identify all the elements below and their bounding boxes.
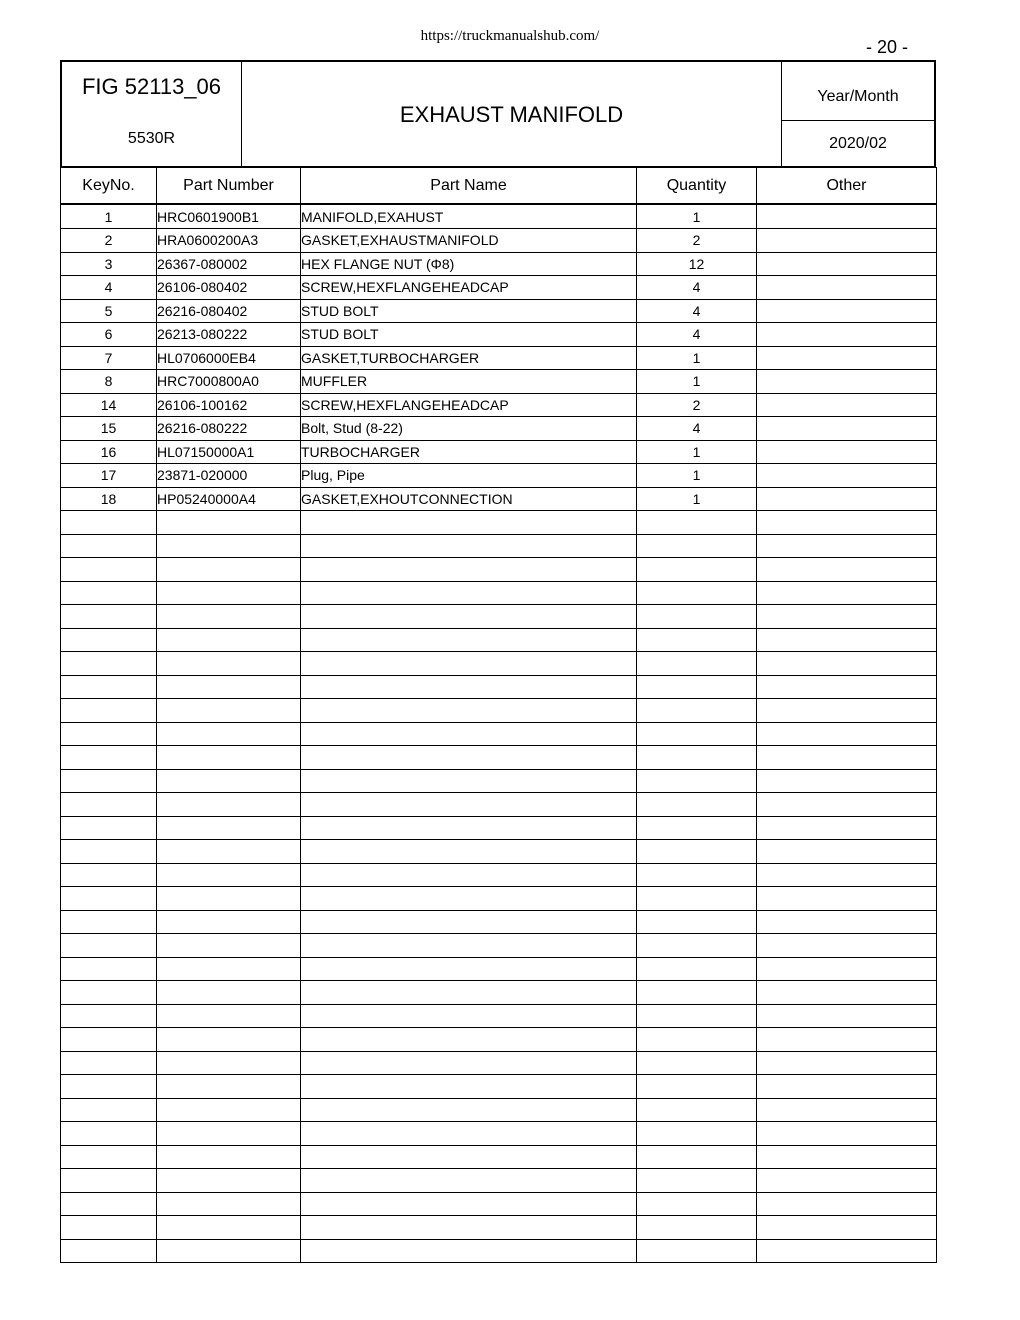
part-name-cell xyxy=(301,1075,637,1099)
part-name-cell xyxy=(301,981,637,1005)
part-number-cell: 23871-020000 xyxy=(157,464,301,488)
part-name-cell xyxy=(301,699,637,723)
other-cell xyxy=(757,252,937,276)
year-month-label: Year/Month xyxy=(782,62,934,121)
part-number-cell: HRC0601900B1 xyxy=(157,204,301,229)
key-cell xyxy=(61,746,157,770)
empty-table-row xyxy=(61,1075,937,1099)
key-cell: 8 xyxy=(61,370,157,394)
quantity-cell xyxy=(637,816,757,840)
table-row xyxy=(61,346,937,370)
part-number-cell xyxy=(157,1122,301,1146)
part-number-cell xyxy=(157,558,301,582)
part-number-cell xyxy=(157,1004,301,1028)
part-name-cell: MUFFLER xyxy=(301,370,637,394)
part-number-cell xyxy=(157,1028,301,1052)
table-row xyxy=(61,370,937,394)
part-number-cell xyxy=(157,1239,301,1263)
key-cell xyxy=(61,1098,157,1122)
figure-number: FIG 52113_06 xyxy=(81,74,222,99)
empty-table-row xyxy=(61,1098,937,1122)
part-number-cell xyxy=(157,863,301,887)
quantity-cell xyxy=(637,793,757,817)
key-cell: 1 xyxy=(61,204,157,229)
other-cell xyxy=(757,934,937,958)
empty-table-row xyxy=(61,1122,937,1146)
empty-table-row xyxy=(61,769,937,793)
quantity-cell xyxy=(637,581,757,605)
other-cell xyxy=(757,1075,937,1099)
other-cell xyxy=(757,793,937,817)
part-number-cell xyxy=(157,722,301,746)
key-cell xyxy=(61,511,157,535)
part-name-cell xyxy=(301,840,637,864)
key-cell: 7 xyxy=(61,346,157,370)
quantity-cell: 1 xyxy=(637,204,757,229)
part-name-cell: SCREW,HEXFLANGEHEADCAP xyxy=(301,393,637,417)
key-cell: 16 xyxy=(61,440,157,464)
table-row xyxy=(61,323,937,347)
part-name-cell xyxy=(301,769,637,793)
part-name-cell: Plug, Pipe xyxy=(301,464,637,488)
part-number-cell: HRA0600200A3 xyxy=(157,229,301,253)
other-cell xyxy=(757,464,937,488)
part-number-cell xyxy=(157,934,301,958)
quantity-cell xyxy=(637,910,757,934)
model-number: 5530R xyxy=(127,130,176,147)
key-cell xyxy=(61,769,157,793)
figure-header xyxy=(60,60,936,168)
other-cell xyxy=(757,1169,937,1193)
key-cell xyxy=(61,957,157,981)
part-number-cell: HP05240000A4 xyxy=(157,487,301,511)
empty-table-row xyxy=(61,605,937,629)
other-cell xyxy=(757,863,937,887)
part-number-cell xyxy=(157,699,301,723)
key-cell: 2 xyxy=(61,229,157,253)
table-row xyxy=(61,299,937,323)
empty-table-row xyxy=(61,1004,937,1028)
quantity-cell xyxy=(637,1028,757,1052)
part-number-cell xyxy=(157,628,301,652)
part-name-cell xyxy=(301,746,637,770)
key-cell: 5 xyxy=(61,299,157,323)
part-number-cell xyxy=(157,840,301,864)
key-cell xyxy=(61,1216,157,1240)
part-number-cell xyxy=(157,816,301,840)
other-cell xyxy=(757,1028,937,1052)
other-cell xyxy=(757,204,937,229)
part-number-cell xyxy=(157,769,301,793)
part-number-cell xyxy=(157,581,301,605)
quantity-cell xyxy=(637,957,757,981)
quantity-cell xyxy=(637,628,757,652)
other-cell xyxy=(757,487,937,511)
part-number-cell: 26216-080402 xyxy=(157,299,301,323)
quantity-cell xyxy=(637,1004,757,1028)
other-cell xyxy=(757,1145,937,1169)
empty-table-row xyxy=(61,1145,937,1169)
key-cell xyxy=(61,793,157,817)
quantity-cell xyxy=(637,1216,757,1240)
other-cell xyxy=(757,558,937,582)
quantity-cell xyxy=(637,1169,757,1193)
part-name-cell: GASKET,EXHAUSTMANIFOLD xyxy=(301,229,637,253)
empty-table-row xyxy=(61,840,937,864)
part-number-cell: HRC7000800A0 xyxy=(157,370,301,394)
other-cell xyxy=(757,1192,937,1216)
other-cell xyxy=(757,887,937,911)
other-cell xyxy=(757,1004,937,1028)
key-cell xyxy=(61,1239,157,1263)
part-name-cell xyxy=(301,957,637,981)
empty-table-row xyxy=(61,628,937,652)
column-header-other: Other xyxy=(757,168,937,205)
column-header-part-number: Part Number xyxy=(157,168,301,205)
part-name-cell: MANIFOLD,EXAHUST xyxy=(301,204,637,229)
key-cell xyxy=(61,934,157,958)
table-row xyxy=(61,487,937,511)
other-cell xyxy=(757,652,937,676)
empty-table-row xyxy=(61,910,937,934)
date-cell xyxy=(781,62,934,166)
quantity-cell xyxy=(637,1098,757,1122)
part-number-cell xyxy=(157,534,301,558)
other-cell xyxy=(757,981,937,1005)
table-header-row xyxy=(61,168,937,205)
empty-table-row xyxy=(61,934,937,958)
part-number-cell xyxy=(157,981,301,1005)
key-cell xyxy=(61,605,157,629)
table-row xyxy=(61,252,937,276)
quantity-cell xyxy=(637,675,757,699)
other-cell xyxy=(757,816,937,840)
part-number-cell xyxy=(157,1051,301,1075)
column-header-quantity: Quantity xyxy=(637,168,757,205)
table-row xyxy=(61,276,937,300)
part-name-cell xyxy=(301,1122,637,1146)
quantity-cell: 4 xyxy=(637,276,757,300)
key-cell: 6 xyxy=(61,323,157,347)
part-name-cell xyxy=(301,1169,637,1193)
figure-cell xyxy=(62,62,242,166)
quantity-cell xyxy=(637,1145,757,1169)
other-cell xyxy=(757,957,937,981)
quantity-cell xyxy=(637,652,757,676)
part-name-cell xyxy=(301,1004,637,1028)
key-cell xyxy=(61,675,157,699)
page-number: - 20 - xyxy=(866,37,909,57)
part-name-cell xyxy=(301,1051,637,1075)
quantity-cell: 1 xyxy=(637,464,757,488)
other-cell xyxy=(757,511,937,535)
part-name-cell xyxy=(301,722,637,746)
quantity-cell xyxy=(637,1239,757,1263)
other-cell xyxy=(757,299,937,323)
key-cell xyxy=(61,558,157,582)
key-cell xyxy=(61,981,157,1005)
quantity-cell: 12 xyxy=(637,252,757,276)
key-cell xyxy=(61,581,157,605)
part-name-cell: STUD BOLT xyxy=(301,299,637,323)
other-cell xyxy=(757,746,937,770)
part-number-cell xyxy=(157,1192,301,1216)
key-cell: 17 xyxy=(61,464,157,488)
other-cell xyxy=(757,323,937,347)
part-name-cell xyxy=(301,1216,637,1240)
part-number-cell: 26106-100162 xyxy=(157,393,301,417)
part-number-cell xyxy=(157,675,301,699)
part-number-cell xyxy=(157,511,301,535)
part-name-cell xyxy=(301,887,637,911)
quantity-cell xyxy=(637,1051,757,1075)
part-number-cell: HL07150000A1 xyxy=(157,440,301,464)
part-name-cell xyxy=(301,793,637,817)
key-cell xyxy=(61,628,157,652)
source-url: https://truckmanualshub.com/ xyxy=(420,28,600,44)
part-number-cell xyxy=(157,605,301,629)
empty-table-row xyxy=(61,534,937,558)
other-cell xyxy=(757,1122,937,1146)
empty-table-row xyxy=(61,1028,937,1052)
key-cell xyxy=(61,1145,157,1169)
quantity-cell: 2 xyxy=(637,229,757,253)
part-name-cell xyxy=(301,534,637,558)
key-cell xyxy=(61,699,157,723)
empty-table-row xyxy=(61,1192,937,1216)
quantity-cell xyxy=(637,863,757,887)
empty-table-row xyxy=(61,746,937,770)
quantity-cell xyxy=(637,722,757,746)
empty-table-row xyxy=(61,887,937,911)
part-number-cell xyxy=(157,957,301,981)
other-cell xyxy=(757,722,937,746)
other-cell xyxy=(757,628,937,652)
part-number-cell: 26213-080222 xyxy=(157,323,301,347)
column-header-key: KeyNo. xyxy=(61,168,157,205)
other-cell xyxy=(757,1239,937,1263)
key-cell: 4 xyxy=(61,276,157,300)
part-name-cell: Bolt, Stud (8-22) xyxy=(301,417,637,441)
key-cell xyxy=(61,1028,157,1052)
quantity-cell: 4 xyxy=(637,417,757,441)
part-number-cell: 26367-080002 xyxy=(157,252,301,276)
key-cell xyxy=(61,1122,157,1146)
key-cell xyxy=(61,863,157,887)
other-cell xyxy=(757,675,937,699)
other-cell xyxy=(757,229,937,253)
quantity-cell xyxy=(637,699,757,723)
quantity-cell xyxy=(637,1122,757,1146)
empty-table-row xyxy=(61,675,937,699)
part-name-cell xyxy=(301,675,637,699)
part-number-cell xyxy=(157,887,301,911)
quantity-cell xyxy=(637,840,757,864)
key-cell xyxy=(61,816,157,840)
other-cell xyxy=(757,840,937,864)
table-row xyxy=(61,440,937,464)
other-cell xyxy=(757,699,937,723)
quantity-cell xyxy=(637,558,757,582)
part-number-cell: HL0706000EB4 xyxy=(157,346,301,370)
other-cell xyxy=(757,534,937,558)
empty-table-row xyxy=(61,511,937,535)
part-number-cell: 26216-080222 xyxy=(157,417,301,441)
part-name-cell xyxy=(301,605,637,629)
quantity-cell xyxy=(637,887,757,911)
page-title: EXHAUST MANIFOLD xyxy=(399,102,624,127)
part-name-cell xyxy=(301,652,637,676)
empty-table-row xyxy=(61,722,937,746)
part-number-cell xyxy=(157,910,301,934)
part-name-cell xyxy=(301,1145,637,1169)
other-cell xyxy=(757,346,937,370)
quantity-cell: 1 xyxy=(637,440,757,464)
other-cell xyxy=(757,1051,937,1075)
empty-table-row xyxy=(61,699,937,723)
part-name-cell xyxy=(301,628,637,652)
quantity-cell xyxy=(637,746,757,770)
part-number-cell xyxy=(157,746,301,770)
quantity-cell: 1 xyxy=(637,346,757,370)
quantity-cell: 4 xyxy=(637,299,757,323)
parts-table-body xyxy=(61,204,937,1263)
part-name-cell xyxy=(301,1028,637,1052)
other-cell xyxy=(757,393,937,417)
key-cell xyxy=(61,534,157,558)
part-name-cell: STUD BOLT xyxy=(301,323,637,347)
empty-table-row xyxy=(61,558,937,582)
quantity-cell: 4 xyxy=(637,323,757,347)
part-number-cell xyxy=(157,1098,301,1122)
key-cell xyxy=(61,887,157,911)
quantity-cell xyxy=(637,934,757,958)
title-cell xyxy=(242,62,781,166)
part-number-cell xyxy=(157,1216,301,1240)
other-cell xyxy=(757,769,937,793)
other-cell xyxy=(757,581,937,605)
empty-table-row xyxy=(61,1169,937,1193)
table-row xyxy=(61,204,937,229)
key-cell xyxy=(61,1004,157,1028)
quantity-cell xyxy=(637,1192,757,1216)
part-name-cell xyxy=(301,934,637,958)
other-cell xyxy=(757,910,937,934)
column-header-part-name: Part Name xyxy=(301,168,637,205)
key-cell: 3 xyxy=(61,252,157,276)
other-cell xyxy=(757,370,937,394)
quantity-cell: 1 xyxy=(637,370,757,394)
year-month-value: 2020/02 xyxy=(829,135,887,152)
other-cell xyxy=(757,417,937,441)
parts-table xyxy=(60,167,937,1263)
quantity-cell xyxy=(637,511,757,535)
part-name-cell: GASKET,EXHOUTCONNECTION xyxy=(301,487,637,511)
key-cell xyxy=(61,1169,157,1193)
empty-table-row xyxy=(61,652,937,676)
empty-table-row xyxy=(61,1051,937,1075)
key-cell xyxy=(61,652,157,676)
empty-table-row xyxy=(61,1239,937,1263)
part-name-cell xyxy=(301,1192,637,1216)
quantity-cell xyxy=(637,769,757,793)
other-cell xyxy=(757,605,937,629)
quantity-cell xyxy=(637,981,757,1005)
part-name-cell: TURBOCHARGER xyxy=(301,440,637,464)
quantity-cell: 1 xyxy=(637,487,757,511)
empty-table-row xyxy=(61,863,937,887)
key-cell: 14 xyxy=(61,393,157,417)
part-number-cell xyxy=(157,652,301,676)
empty-table-row xyxy=(61,581,937,605)
key-cell xyxy=(61,910,157,934)
table-row xyxy=(61,417,937,441)
empty-table-row xyxy=(61,816,937,840)
part-name-cell xyxy=(301,581,637,605)
empty-table-row xyxy=(61,1216,937,1240)
part-name-cell xyxy=(301,558,637,582)
part-name-cell: HEX FLANGE NUT (Φ8) xyxy=(301,252,637,276)
table-row xyxy=(61,464,937,488)
other-cell xyxy=(757,276,937,300)
key-cell xyxy=(61,840,157,864)
table-row xyxy=(61,393,937,417)
key-cell: 15 xyxy=(61,417,157,441)
table-row xyxy=(61,229,937,253)
part-number-cell xyxy=(157,1145,301,1169)
quantity-cell xyxy=(637,605,757,629)
part-name-cell xyxy=(301,910,637,934)
other-cell xyxy=(757,440,937,464)
other-cell xyxy=(757,1216,937,1240)
empty-table-row xyxy=(61,793,937,817)
part-number-cell: 26106-080402 xyxy=(157,276,301,300)
part-name-cell xyxy=(301,511,637,535)
part-name-cell xyxy=(301,1239,637,1263)
part-number-cell xyxy=(157,1169,301,1193)
key-cell xyxy=(61,1051,157,1075)
key-cell xyxy=(61,722,157,746)
quantity-cell: 2 xyxy=(637,393,757,417)
part-number-cell xyxy=(157,793,301,817)
empty-table-row xyxy=(61,957,937,981)
other-cell xyxy=(757,1098,937,1122)
empty-table-row xyxy=(61,981,937,1005)
part-name-cell xyxy=(301,863,637,887)
part-name-cell: SCREW,HEXFLANGEHEADCAP xyxy=(301,276,637,300)
quantity-cell xyxy=(637,534,757,558)
part-name-cell xyxy=(301,816,637,840)
key-cell xyxy=(61,1192,157,1216)
quantity-cell xyxy=(637,1075,757,1099)
part-number-cell xyxy=(157,1075,301,1099)
key-cell: 18 xyxy=(61,487,157,511)
key-cell xyxy=(61,1075,157,1099)
part-name-cell: GASKET,TURBOCHARGER xyxy=(301,346,637,370)
part-name-cell xyxy=(301,1098,637,1122)
